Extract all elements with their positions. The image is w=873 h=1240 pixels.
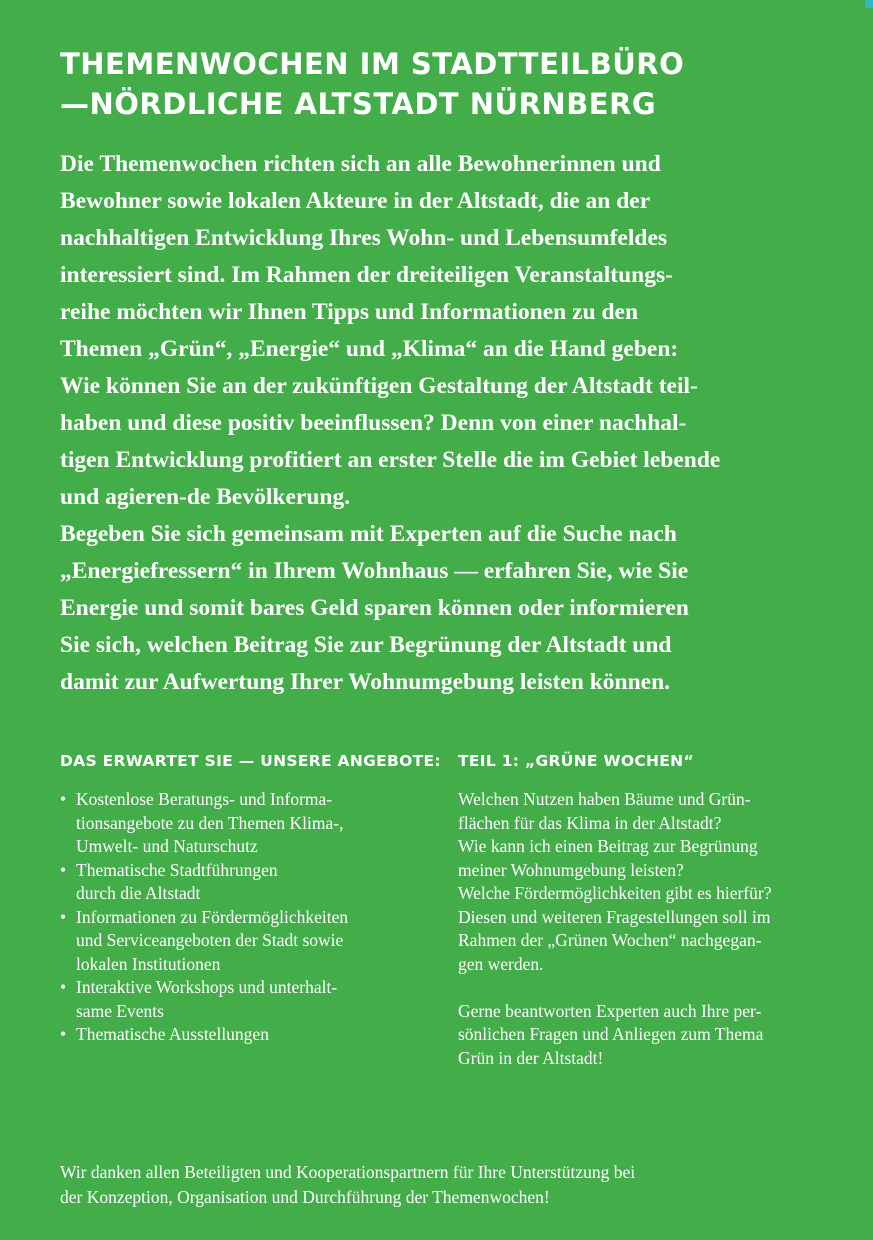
intro-line: Wie können Sie an der zukünftigen Gestaltung der Altstadt teil- <box>60 373 698 399</box>
title-line: —NÖRDLICHE ALTSTADT NÜRNBERG <box>60 87 657 121</box>
teil1-line: sönlichen Fragen und Anliegen zum Thema <box>458 1024 764 1044</box>
thanks-text <box>60 1160 840 1210</box>
teil1-line: Wie kann ich einen Beitrag zur Begrünung <box>458 836 758 856</box>
intro-line: Themen „Grün“, „Energie“ und „Klima“ an die Hand geben: <box>60 336 679 362</box>
intro-line: Die Themenwochen richten sich an alle Bewohnerinnen und <box>60 151 661 177</box>
thanks-line: der Konzeption, Organisation und Durchführung der Themenwochen! <box>60 1187 550 1207</box>
thanks-line: Wir danken allen Beteiligten und Kooperationspartnern für Ihre Unterstützung bei <box>60 1162 636 1182</box>
intro-line: „Energiefressern“ in Ihrem Wohnhaus — erfahren Sie, wie Sie <box>60 558 689 584</box>
bullet-icon: • <box>60 977 67 997</box>
intro-line: tigen Entwicklung profitiert an erster Stelle die im Gebiet lebende <box>60 447 721 473</box>
intro-line: Begeben Sie sich gemeinsam mit Experten auf die Suche nach <box>60 521 677 547</box>
list-item-line: Thematische Ausstellungen <box>76 1024 269 1044</box>
list-item-line: same Events <box>76 1000 164 1021</box>
list-item-line: durch die Altstadt <box>76 883 201 903</box>
intro-line: haben und diese positiv beeinflussen? Denn von einer nachhal- <box>60 410 687 436</box>
offers-list <box>60 788 445 1047</box>
list-item <box>60 1023 445 1047</box>
teil1-line: Rahmen der „Grünen Wochen“ nachgegan- <box>458 930 762 950</box>
intro-line: nachhaltigen Entwicklung Ihres Wohn- und Lebensumfeldes <box>60 225 668 251</box>
intro-line: interessiert sind. Im Rahmen der dreiteiligen Veranstaltungs- <box>60 262 673 288</box>
bullet-icon: • <box>60 906 67 927</box>
page-title <box>60 44 840 124</box>
list-item-line: und Serviceangeboten der Stadt sowie <box>76 930 344 950</box>
list-item <box>60 859 445 906</box>
offers-heading: DAS ERWARTET SIE — UNSERE ANGEBOTE: <box>60 752 441 770</box>
intro-line: reihe möchten wir Ihnen Tipps und Informationen zu den <box>60 299 639 325</box>
bullet-icon: • <box>60 789 67 809</box>
teil1-line: Grün in der Altstadt! <box>458 1047 604 1068</box>
intro-line: Sie sich, welchen Beitrag Sie zur Begrünung der Altstadt und <box>60 632 672 658</box>
title-line: THEMENWOCHEN IM STADTTEILBÜRO <box>60 47 685 81</box>
teil1-text <box>458 788 848 1070</box>
teil1-heading: TEIL 1: „GRÜNE WOCHEN“ <box>458 752 694 770</box>
bullet-icon: • <box>60 859 67 880</box>
teil1-line: Gerne beantworten Experten auch Ihre per- <box>458 1000 762 1021</box>
list-item-line: lokalen Institutionen <box>76 953 221 974</box>
list-item-line: Interaktive Workshops und unterhalt- <box>76 977 338 997</box>
teil1-line: Welche Fördermöglichkeiten gibt es hierfür? <box>458 883 772 903</box>
intro-text <box>60 146 840 701</box>
teil1-line: Welchen Nutzen haben Bäume und Grün- <box>458 789 751 809</box>
teil1-line: meiner Wohnumgebung leisten? <box>458 859 684 880</box>
list-item-line: Kostenlose Beratungs- und Informa- <box>76 789 333 809</box>
list-item-line: Umwelt- und Naturschutz <box>76 836 258 856</box>
teil1-line: Diesen und weiteren Fragestellungen soll im <box>458 906 771 927</box>
intro-line: Energie und somit bares Geld sparen können oder informieren <box>60 595 689 621</box>
list-item-line: Thematische Stadtführungen <box>76 859 278 880</box>
bullet-icon: • <box>60 1024 67 1044</box>
list-item <box>60 788 445 859</box>
corner-print-mark <box>865 0 873 8</box>
intro-line: und agieren-de Bevölkerung. <box>60 484 351 510</box>
list-item-line: Informationen zu Fördermöglichkeiten <box>76 906 349 927</box>
teil1-line: gen werden. <box>458 953 544 974</box>
list-item <box>60 976 445 1023</box>
list-item <box>60 906 445 977</box>
teil1-paragraph <box>458 1000 848 1071</box>
teil1-paragraph <box>458 788 848 976</box>
teil1-line: flächen für das Klima in der Altstadt? <box>458 812 722 833</box>
intro-line: damit zur Aufwertung Ihrer Wohnumgebung leisten können. <box>60 669 671 695</box>
list-item-line: tionsangebote zu den Themen Klima-, <box>76 812 344 833</box>
intro-line: Bewohner sowie lokalen Akteure in der Altstadt, die an der <box>60 188 651 214</box>
